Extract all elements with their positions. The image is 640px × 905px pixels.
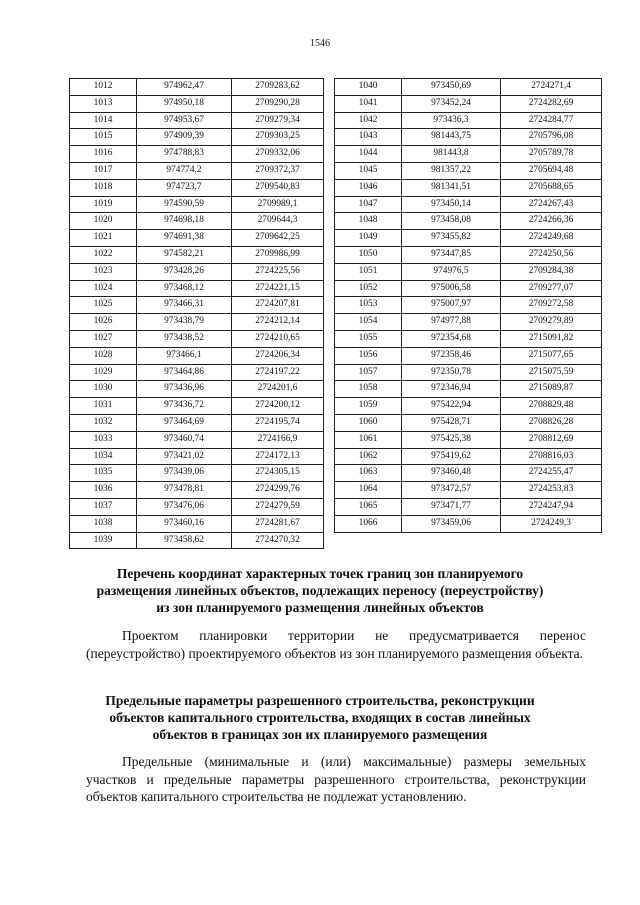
y-coordinate-cell: 2709277,07: [501, 280, 602, 297]
x-coordinate-cell: 974788,83: [137, 146, 232, 163]
y-coordinate-cell: 2715089,87: [501, 381, 602, 398]
x-coordinate-cell: 973476,06: [137, 498, 232, 515]
y-coordinate-cell: 2724221,15: [232, 280, 324, 297]
point-number-cell: 1018: [70, 179, 137, 196]
point-number-cell: 1019: [70, 196, 137, 213]
y-coordinate-cell: 2724247,94: [501, 498, 602, 515]
point-number-cell: 1035: [70, 465, 137, 482]
y-coordinate-cell: 2724284,77: [501, 112, 602, 129]
point-number-cell: 1026: [70, 314, 137, 331]
table-row: [70, 129, 324, 146]
y-coordinate-cell: 2709283,62: [232, 79, 324, 96]
point-number-cell: 1050: [335, 246, 402, 263]
point-number-cell: 1033: [70, 431, 137, 448]
point-number-cell: 1039: [70, 532, 137, 549]
table-row: [335, 414, 602, 431]
x-coordinate-cell: 973421,02: [137, 448, 232, 465]
point-number-cell: 1027: [70, 330, 137, 347]
y-coordinate-cell: 2724195,74: [232, 414, 324, 431]
table-row: [70, 448, 324, 465]
table-row: [335, 129, 602, 146]
point-number-cell: 1058: [335, 381, 402, 398]
y-coordinate-cell: 2724305,15: [232, 465, 324, 482]
x-coordinate-cell: 973464,69: [137, 414, 232, 431]
y-coordinate-cell: 2709332,06: [232, 146, 324, 163]
point-number-cell: 1047: [335, 196, 402, 213]
x-coordinate-cell: 981357,22: [402, 162, 501, 179]
x-coordinate-cell: 975422,94: [402, 398, 501, 415]
table-row: [70, 196, 324, 213]
x-coordinate-cell: 972358,46: [402, 347, 501, 364]
table-row: [70, 162, 324, 179]
x-coordinate-cell: 981443,8: [402, 146, 501, 163]
x-coordinate-cell: 981341,51: [402, 179, 501, 196]
y-coordinate-cell: 2724166,9: [232, 431, 324, 448]
x-coordinate-cell: 974723,7: [137, 179, 232, 196]
y-coordinate-cell: 2708829,48: [501, 398, 602, 415]
y-coordinate-cell: 2708826,28: [501, 414, 602, 431]
point-number-cell: 1052: [335, 280, 402, 297]
x-coordinate-cell: 973458,62: [137, 532, 232, 549]
point-number-cell: 1043: [335, 129, 402, 146]
relocation-paragraph: Проектом планировки территории не предусматривается перенос (переустройство) проектируемого объектов из зон планируемого размещения объекта.: [86, 628, 586, 661]
point-number-cell: 1054: [335, 314, 402, 331]
table-row: [70, 498, 324, 515]
limit-parameters-paragraph: Предельные (минимальные и (или) максимальные) размеры земельных участков и предельные параметры разрешенного строительства, реконструкции объектов капитального строительства не подлежат установлению.: [86, 754, 586, 804]
point-number-cell: 1063: [335, 465, 402, 482]
table-row: [335, 465, 602, 482]
table-row: [335, 398, 602, 415]
point-number-cell: 1029: [70, 364, 137, 381]
x-coordinate-cell: 972350,78: [402, 364, 501, 381]
y-coordinate-cell: 2724212,14: [232, 314, 324, 331]
heading-line: из зон планируемого размещения линейных объектов: [156, 600, 484, 615]
x-coordinate-cell: 973471,77: [402, 498, 501, 515]
y-coordinate-cell: 2724271,4: [501, 79, 602, 96]
table-row: [70, 179, 324, 196]
x-coordinate-cell: 974909,39: [137, 129, 232, 146]
x-coordinate-cell: 973436,72: [137, 398, 232, 415]
y-coordinate-cell: 2709272,58: [501, 297, 602, 314]
heading-line: Предельные параметры разрешенного строительства, реконструкции: [105, 693, 535, 708]
table-row: [335, 431, 602, 448]
y-coordinate-cell: 2705688,65: [501, 179, 602, 196]
table-row: [335, 280, 602, 297]
x-coordinate-cell: 973439,06: [137, 465, 232, 482]
x-coordinate-cell: 975428,71: [402, 414, 501, 431]
y-coordinate-cell: 2709372,37: [232, 162, 324, 179]
y-coordinate-cell: 2705796,08: [501, 129, 602, 146]
table-row: [335, 230, 602, 247]
point-number-cell: 1061: [335, 431, 402, 448]
point-number-cell: 1038: [70, 515, 137, 532]
y-coordinate-cell: 2709540,83: [232, 179, 324, 196]
point-number-cell: 1032: [70, 414, 137, 431]
y-coordinate-cell: 2709303,25: [232, 129, 324, 146]
table-row: [335, 196, 602, 213]
y-coordinate-cell: 2709279,89: [501, 314, 602, 331]
table-row: [335, 347, 602, 364]
point-number-cell: 1056: [335, 347, 402, 364]
section-heading-limit-parameters: [80, 692, 560, 743]
y-coordinate-cell: 2709644,3: [232, 213, 324, 230]
x-coordinate-cell: 973460,74: [137, 431, 232, 448]
y-coordinate-cell: 2724206,34: [232, 347, 324, 364]
x-coordinate-cell: 974774,2: [137, 162, 232, 179]
heading-line: объектов в границах зон их планируемого размещения: [152, 727, 488, 742]
y-coordinate-cell: 2709290,28: [232, 95, 324, 112]
point-number-cell: 1044: [335, 146, 402, 163]
x-coordinate-cell: 973436,96: [137, 381, 232, 398]
x-coordinate-cell: 973466,1: [137, 347, 232, 364]
table-row: [335, 112, 602, 129]
point-number-cell: 1042: [335, 112, 402, 129]
x-coordinate-cell: 973450,14: [402, 196, 501, 213]
x-coordinate-cell: 981443,75: [402, 129, 501, 146]
x-coordinate-cell: 974977,88: [402, 314, 501, 331]
x-coordinate-cell: 974590,59: [137, 196, 232, 213]
x-coordinate-cell: 975006,58: [402, 280, 501, 297]
point-number-cell: 1020: [70, 213, 137, 230]
point-number-cell: 1013: [70, 95, 137, 112]
x-coordinate-cell: 974950,18: [137, 95, 232, 112]
x-coordinate-cell: 973468,12: [137, 280, 232, 297]
table-row: [70, 95, 324, 112]
x-coordinate-cell: 973438,79: [137, 314, 232, 331]
x-coordinate-cell: 973455,82: [402, 230, 501, 247]
table-row: [335, 246, 602, 263]
point-number-cell: 1065: [335, 498, 402, 515]
point-number-cell: 1040: [335, 79, 402, 96]
point-number-cell: 1055: [335, 330, 402, 347]
y-coordinate-cell: 2724279,59: [232, 498, 324, 515]
x-coordinate-cell: 973459,06: [402, 515, 501, 532]
table-row: [335, 330, 602, 347]
table-row: [70, 398, 324, 415]
y-coordinate-cell: 2724207,81: [232, 297, 324, 314]
point-number-cell: 1060: [335, 414, 402, 431]
y-coordinate-cell: 2709986,99: [232, 246, 324, 263]
y-coordinate-cell: 2709279,34: [232, 112, 324, 129]
x-coordinate-cell: 973460,16: [137, 515, 232, 532]
point-number-cell: 1059: [335, 398, 402, 415]
point-number-cell: 1049: [335, 230, 402, 247]
x-coordinate-cell: 975007,97: [402, 297, 501, 314]
x-coordinate-cell: 973452,24: [402, 95, 501, 112]
x-coordinate-cell: 973460,48: [402, 465, 501, 482]
y-coordinate-cell: 2715077,65: [501, 347, 602, 364]
heading-line: размещения линейных объектов, подлежащих переносу (переустройству): [96, 583, 544, 598]
x-coordinate-cell: 974962,47: [137, 79, 232, 96]
point-number-cell: 1036: [70, 482, 137, 499]
x-coordinate-cell: 974953,67: [137, 112, 232, 129]
table-row: [70, 263, 324, 280]
point-number-cell: 1023: [70, 263, 137, 280]
y-coordinate-cell: 2724281,67: [232, 515, 324, 532]
x-coordinate-cell: 972346,94: [402, 381, 501, 398]
y-coordinate-cell: 2715075,59: [501, 364, 602, 381]
y-coordinate-cell: 2724225,56: [232, 263, 324, 280]
table-row: [70, 314, 324, 331]
y-coordinate-cell: 2724197,22: [232, 364, 324, 381]
point-number-cell: 1037: [70, 498, 137, 515]
x-coordinate-cell: 973447,85: [402, 246, 501, 263]
table-row: [70, 414, 324, 431]
table-row: [70, 230, 324, 247]
y-coordinate-cell: 2724253,83: [501, 482, 602, 499]
table-row: [70, 213, 324, 230]
table-row: [335, 162, 602, 179]
table-row: [70, 431, 324, 448]
y-coordinate-cell: 2724282,69: [501, 95, 602, 112]
y-coordinate-cell: 2724270,32: [232, 532, 324, 549]
point-number-cell: 1062: [335, 448, 402, 465]
y-coordinate-cell: 2724249,68: [501, 230, 602, 247]
y-coordinate-cell: 2724266,36: [501, 213, 602, 230]
table-row: [335, 263, 602, 280]
table-row: [70, 280, 324, 297]
table-row: [70, 381, 324, 398]
table-row: [70, 246, 324, 263]
y-coordinate-cell: 2724250,56: [501, 246, 602, 263]
table-row: [335, 146, 602, 163]
point-number-cell: 1057: [335, 364, 402, 381]
point-number-cell: 1066: [335, 515, 402, 532]
table-row: [335, 79, 602, 96]
table-row: [335, 213, 602, 230]
point-number-cell: 1053: [335, 297, 402, 314]
point-number-cell: 1016: [70, 146, 137, 163]
point-number-cell: 1045: [335, 162, 402, 179]
table-row: [70, 515, 324, 532]
heading-line: объектов капитального строительства, входящих в состав линейных: [109, 710, 531, 725]
x-coordinate-cell: 973466,31: [137, 297, 232, 314]
y-coordinate-cell: 2724172,13: [232, 448, 324, 465]
y-coordinate-cell: 2724200,12: [232, 398, 324, 415]
table-row: [335, 448, 602, 465]
x-coordinate-cell: 975425,38: [402, 431, 501, 448]
x-coordinate-cell: 973436,3: [402, 112, 501, 129]
x-coordinate-cell: 973450,69: [402, 79, 501, 96]
table-row: [335, 95, 602, 112]
point-number-cell: 1028: [70, 347, 137, 364]
point-number-cell: 1012: [70, 79, 137, 96]
y-coordinate-cell: 2709989,1: [232, 196, 324, 213]
x-coordinate-cell: 973428,26: [137, 263, 232, 280]
table-row: [335, 482, 602, 499]
x-coordinate-cell: 973458,08: [402, 213, 501, 230]
point-number-cell: 1030: [70, 381, 137, 398]
y-coordinate-cell: 2724255,47: [501, 465, 602, 482]
y-coordinate-cell: 2705789,78: [501, 146, 602, 163]
point-number-cell: 1021: [70, 230, 137, 247]
point-number-cell: 1017: [70, 162, 137, 179]
x-coordinate-cell: 974691,38: [137, 230, 232, 247]
x-coordinate-cell: 973464,86: [137, 364, 232, 381]
table-row: [70, 347, 324, 364]
point-number-cell: 1034: [70, 448, 137, 465]
table-row: [335, 364, 602, 381]
point-number-cell: 1046: [335, 179, 402, 196]
point-number-cell: 1051: [335, 263, 402, 280]
point-number-cell: 1015: [70, 129, 137, 146]
y-coordinate-cell: 2724210,65: [232, 330, 324, 347]
y-coordinate-cell: 2724249,3: [501, 515, 602, 532]
y-coordinate-cell: 2724267,43: [501, 196, 602, 213]
coordinates-table-left: [69, 78, 324, 549]
table-row: [70, 465, 324, 482]
table-row: [70, 79, 324, 96]
coordinates-table-right: [334, 78, 602, 533]
x-coordinate-cell: 972354,68: [402, 330, 501, 347]
y-coordinate-cell: 2709642,25: [232, 230, 324, 247]
heading-line: Перечень координат характерных точек границ зон планируемого: [116, 566, 524, 581]
page-number: 1546: [310, 38, 330, 49]
point-number-cell: 1048: [335, 213, 402, 230]
y-coordinate-cell: 2724299,76: [232, 482, 324, 499]
x-coordinate-cell: 973438,52: [137, 330, 232, 347]
x-coordinate-cell: 974582,21: [137, 246, 232, 263]
table-row: [335, 179, 602, 196]
section-heading-relocation: [80, 565, 560, 616]
y-coordinate-cell: 2715091,82: [501, 330, 602, 347]
x-coordinate-cell: 973472,57: [402, 482, 501, 499]
table-row: [335, 314, 602, 331]
table-row: [70, 146, 324, 163]
x-coordinate-cell: 973478,81: [137, 482, 232, 499]
point-number-cell: 1025: [70, 297, 137, 314]
y-coordinate-cell: 2724201,6: [232, 381, 324, 398]
y-coordinate-cell: 2708812,69: [501, 431, 602, 448]
y-coordinate-cell: 2708816,03: [501, 448, 602, 465]
y-coordinate-cell: 2709284,38: [501, 263, 602, 280]
y-coordinate-cell: 2705694,48: [501, 162, 602, 179]
table-row: [335, 515, 602, 532]
x-coordinate-cell: 974976,5: [402, 263, 501, 280]
point-number-cell: 1024: [70, 280, 137, 297]
table-row: [335, 297, 602, 314]
table-row: [70, 364, 324, 381]
table-row: [70, 330, 324, 347]
point-number-cell: 1022: [70, 246, 137, 263]
table-row: [335, 498, 602, 515]
table-row: [70, 112, 324, 129]
point-number-cell: 1041: [335, 95, 402, 112]
point-number-cell: 1014: [70, 112, 137, 129]
table-row: [335, 381, 602, 398]
x-coordinate-cell: 975419,62: [402, 448, 501, 465]
table-row: [70, 297, 324, 314]
point-number-cell: 1031: [70, 398, 137, 415]
table-row: [70, 532, 324, 549]
point-number-cell: 1064: [335, 482, 402, 499]
table-row: [70, 482, 324, 499]
x-coordinate-cell: 974698,18: [137, 213, 232, 230]
